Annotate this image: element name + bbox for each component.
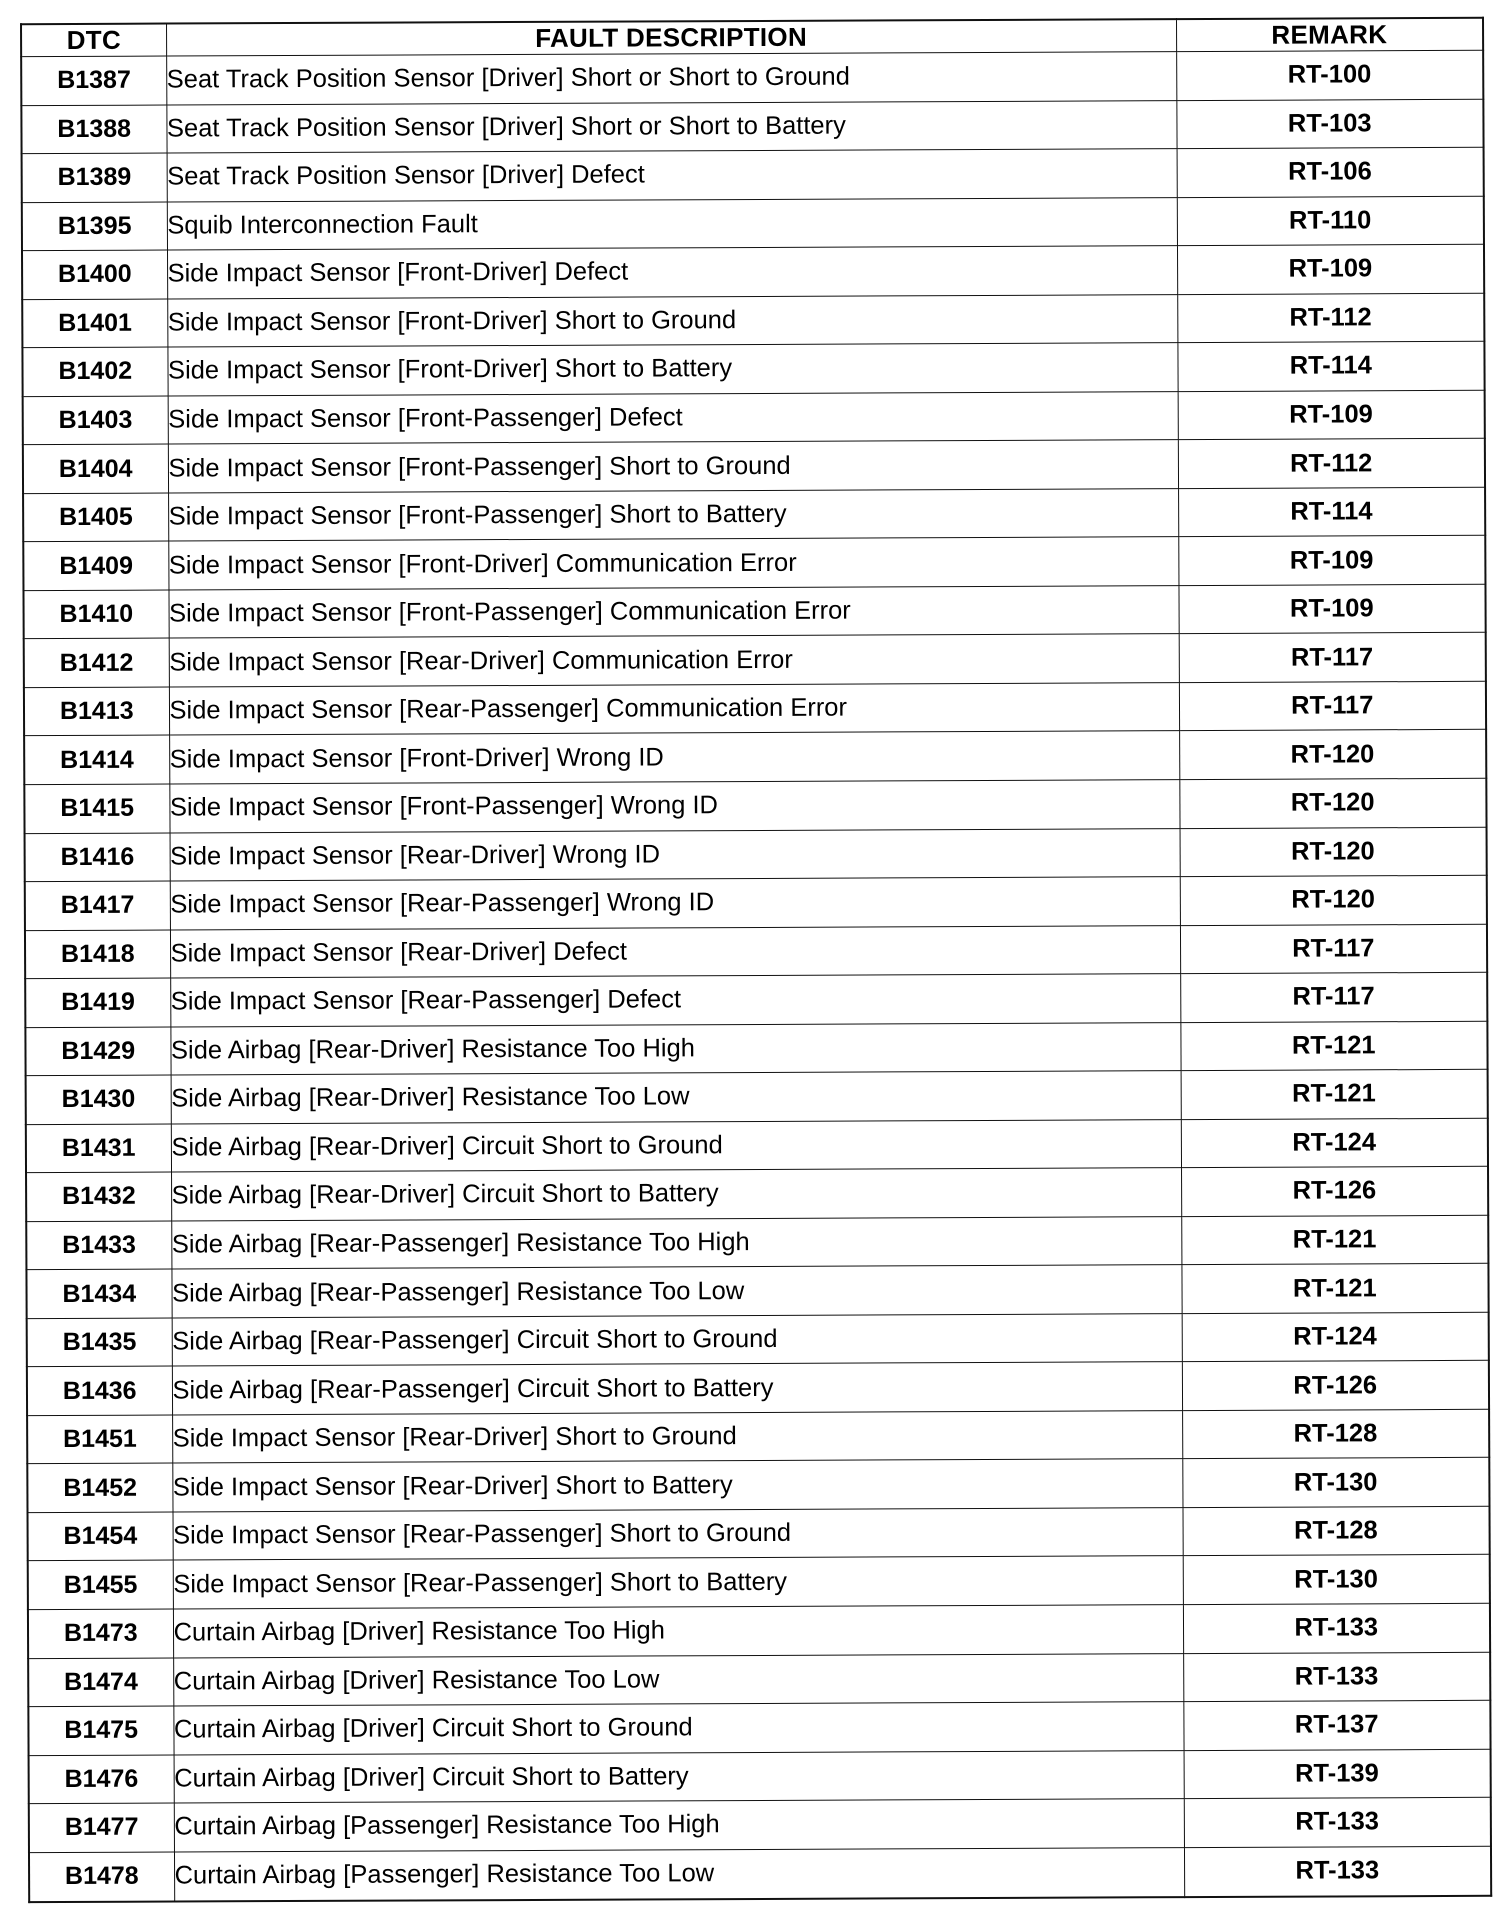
remark-cell: RT-109 [1177,244,1484,294]
table-row [23,584,1485,639]
remark-cell: RT-133 [1183,1603,1490,1653]
table-row [25,924,1487,979]
dtc-code-cell: B1413 [24,687,169,736]
remark-cell: RT-109 [1178,584,1485,634]
fault-description-cell: Side Impact Sensor [Front-Driver] Short to Battery [167,343,1177,396]
dtc-code-cell: B1433 [26,1221,171,1270]
table-row [29,1749,1491,1804]
fault-description-cell: Seat Track Position Sensor [Driver] Short or Short to Ground [166,52,1176,105]
dtc-code-cell: B1410 [23,590,168,639]
fault-description-cell: Side Impact Sensor [Front-Passenger] Short to Ground [168,440,1178,493]
table-row [22,341,1484,396]
remark-cell: RT-139 [1184,1749,1491,1799]
dtc-code-cell: B1432 [26,1172,171,1221]
dtc-code-cell: B1416 [25,833,170,882]
table-row [28,1652,1490,1707]
dtc-code-cell: B1417 [25,881,170,930]
dtc-code-cell: B1409 [23,541,168,590]
fault-description-cell: Side Airbag [Rear-Driver] Resistance Too High [170,1022,1180,1075]
dtc-code-cell: B1475 [28,1706,173,1755]
fault-description-cell: Curtain Airbag [Passenger] Resistance Too High [174,1799,1184,1852]
remark-cell: RT-121 [1181,1264,1488,1314]
remark-cell: RT-121 [1181,1069,1488,1119]
remark-cell: RT-120 [1180,875,1487,925]
dtc-code-cell: B1418 [25,930,170,979]
table-row [26,1264,1488,1319]
fault-description-cell: Curtain Airbag [Driver] Resistance Too Low [173,1653,1183,1706]
table-row [26,1215,1488,1270]
dtc-code-cell: B1389 [22,153,167,202]
fault-description-cell: Side Impact Sensor [Rear-Driver] Communication Error [169,634,1179,687]
remark-cell: RT-128 [1182,1506,1489,1556]
fault-description-cell: Side Airbag [Rear-Passenger] Resistance Too Low [171,1265,1181,1318]
header-fault-description: FAULT DESCRIPTION [166,19,1176,56]
fault-description-cell: Side Impact Sensor [Rear-Passenger] Short to Ground [173,1508,1183,1561]
dtc-code-cell: B1404 [23,444,168,493]
dtc-code-cell: B1478 [29,1852,174,1902]
table-row [23,487,1485,542]
remark-cell: RT-103 [1176,99,1483,149]
remark-cell: RT-117 [1179,681,1486,731]
dtc-code-cell: B1430 [26,1075,171,1124]
remark-cell: RT-124 [1181,1118,1488,1168]
fault-description-cell: Curtain Airbag [Passenger] Resistance Too Low [174,1847,1184,1901]
remark-cell: RT-120 [1179,778,1486,828]
remark-cell: RT-133 [1183,1652,1490,1702]
table-row [24,778,1486,833]
table-row [26,1118,1488,1173]
table-row [22,196,1484,251]
dtc-code-cell: B1435 [27,1318,172,1367]
dtc-code-cell: B1477 [29,1803,174,1852]
table-row [29,1797,1491,1852]
dtc-code-cell: B1431 [26,1124,171,1173]
table-row [27,1409,1489,1464]
dtc-code-cell: B1476 [29,1755,174,1804]
table-row [21,50,1483,105]
dtc-code-cell: B1429 [25,1027,170,1076]
remark-cell: RT-109 [1178,390,1485,440]
fault-description-cell: Side Airbag [Rear-Passenger] Resistance Too High [171,1216,1181,1269]
remark-cell: RT-106 [1177,147,1484,197]
dtc-code-cell: B1436 [27,1366,172,1415]
table-row [25,827,1487,882]
dtc-code-cell: B1419 [25,978,170,1027]
document-page [20,17,1490,1903]
dtc-code-cell: B1455 [28,1561,173,1610]
table-row [28,1603,1490,1658]
fault-description-cell: Curtain Airbag [Driver] Resistance Too High [173,1605,1183,1658]
dtc-code-cell: B1474 [28,1658,173,1707]
remark-cell: RT-120 [1180,827,1487,877]
dtc-code-cell: B1412 [24,638,169,687]
remark-cell: RT-117 [1180,972,1487,1022]
fault-description-cell: Curtain Airbag [Driver] Circuit Short to Battery [174,1750,1184,1803]
table-row [24,730,1486,785]
table-row [24,633,1486,688]
fault-description-cell: Side Impact Sensor [Rear-Passenger] Defect [170,974,1180,1027]
fault-description-cell: Side Impact Sensor [Rear-Passenger] Communication Error [169,683,1179,736]
table-row [21,99,1483,154]
dtc-code-cell: B1473 [28,1609,173,1658]
fault-description-cell: Side Impact Sensor [Rear-Driver] Defect [170,925,1180,978]
fault-description-cell: Side Impact Sensor [Front-Passenger] Defect [168,391,1178,444]
dtc-code-cell: B1434 [26,1269,171,1318]
table-row [29,1846,1491,1902]
fault-description-cell: Side Airbag [Rear-Driver] Resistance Too Low [171,1071,1181,1124]
fault-description-cell: Side Impact Sensor [Front-Passenger] Wrong ID [169,780,1179,833]
dtc-code-cell: B1454 [28,1512,173,1561]
fault-description-cell: Side Airbag [Rear-Driver] Circuit Short to Ground [171,1119,1181,1172]
table-row [27,1458,1489,1513]
fault-description-cell: Side Impact Sensor [Rear-Passenger] Wrong ID [170,877,1180,930]
table-row [26,1167,1488,1222]
fault-description-cell: Squib Interconnection Fault [167,197,1177,250]
fault-description-cell: Side Impact Sensor [Front-Driver] Short to Ground [167,294,1177,347]
table-row [22,293,1484,348]
table-row [28,1506,1490,1561]
remark-cell: RT-112 [1178,439,1485,489]
dtc-table [20,17,1492,1903]
remark-cell: RT-133 [1184,1846,1491,1897]
table-row [25,972,1487,1027]
fault-description-cell: Side Impact Sensor [Front-Passenger] Short to Battery [168,488,1178,541]
fault-description-cell: Side Airbag [Rear-Passenger] Circuit Short to Battery [172,1362,1182,1415]
remark-cell: RT-109 [1178,536,1485,586]
fault-description-cell: Side Impact Sensor [Front-Driver] Wrong ID [169,731,1179,784]
remark-cell: RT-117 [1179,633,1486,683]
remark-cell: RT-126 [1181,1167,1488,1217]
dtc-code-cell: B1405 [23,493,168,542]
dtc-code-cell: B1402 [22,347,167,396]
table-row [23,439,1485,494]
dtc-code-cell: B1403 [23,396,168,445]
remark-cell: RT-121 [1181,1215,1488,1265]
table-row [28,1555,1490,1610]
table-row [22,147,1484,202]
remark-cell: RT-121 [1180,1021,1487,1071]
fault-description-cell: Side Impact Sensor [Rear-Driver] Short to Ground [172,1411,1182,1464]
remark-cell: RT-133 [1184,1797,1491,1847]
table-row [24,681,1486,736]
remark-cell: RT-128 [1182,1409,1489,1459]
fault-description-cell: Seat Track Position Sensor [Driver] Defect [167,149,1177,202]
remark-cell: RT-110 [1177,196,1484,246]
remark-cell: RT-114 [1178,487,1485,537]
fault-description-cell: Side Impact Sensor [Rear-Passenger] Short to Battery [173,1556,1183,1609]
fault-description-cell: Side Airbag [Rear-Passenger] Circuit Short to Ground [172,1313,1182,1366]
table-row [25,875,1487,930]
table-body [21,50,1491,1902]
fault-description-cell: Side Impact Sensor [Rear-Driver] Wrong ID [170,828,1180,881]
dtc-code-cell: B1388 [21,105,166,154]
table-row [27,1361,1489,1416]
table-row [25,1021,1487,1076]
remark-cell: RT-112 [1177,293,1484,343]
header-remark: REMARK [1176,18,1483,52]
table-row [28,1700,1490,1755]
fault-description-cell: Side Impact Sensor [Rear-Driver] Short to Battery [172,1459,1182,1512]
fault-description-cell: Curtain Airbag [Driver] Circuit Short to Ground [173,1702,1183,1755]
fault-description-cell: Seat Track Position Sensor [Driver] Short or Short to Battery [166,100,1176,153]
fault-description-cell: Side Impact Sensor [Front-Driver] Defect [167,246,1177,299]
dtc-code-cell: B1387 [21,56,166,105]
header-dtc: DTC [21,24,166,57]
remark-cell: RT-124 [1182,1312,1489,1362]
remark-cell: RT-130 [1183,1555,1490,1605]
dtc-code-cell: B1414 [24,735,169,784]
dtc-code-cell: B1400 [22,250,167,299]
dtc-code-cell: B1452 [27,1463,172,1512]
table-row [26,1069,1488,1124]
table-row [23,536,1485,591]
table-row [23,390,1485,445]
table-row [22,244,1484,299]
remark-cell: RT-130 [1182,1458,1489,1508]
remark-cell: RT-126 [1182,1361,1489,1411]
remark-cell: RT-114 [1177,341,1484,391]
remark-cell: RT-137 [1183,1700,1490,1750]
table-row [27,1312,1489,1367]
remark-cell: RT-117 [1180,924,1487,974]
dtc-code-cell: B1451 [27,1415,172,1464]
fault-description-cell: Side Impact Sensor [Front-Passenger] Communication Error [168,585,1178,638]
remark-cell: RT-120 [1179,730,1486,780]
dtc-code-cell: B1401 [22,299,167,348]
fault-description-cell: Side Impact Sensor [Front-Driver] Communication Error [168,537,1178,590]
dtc-code-cell: B1415 [24,784,169,833]
dtc-code-cell: B1395 [22,202,167,251]
fault-description-cell: Side Airbag [Rear-Driver] Circuit Short to Battery [171,1168,1181,1221]
remark-cell: RT-100 [1176,50,1483,100]
